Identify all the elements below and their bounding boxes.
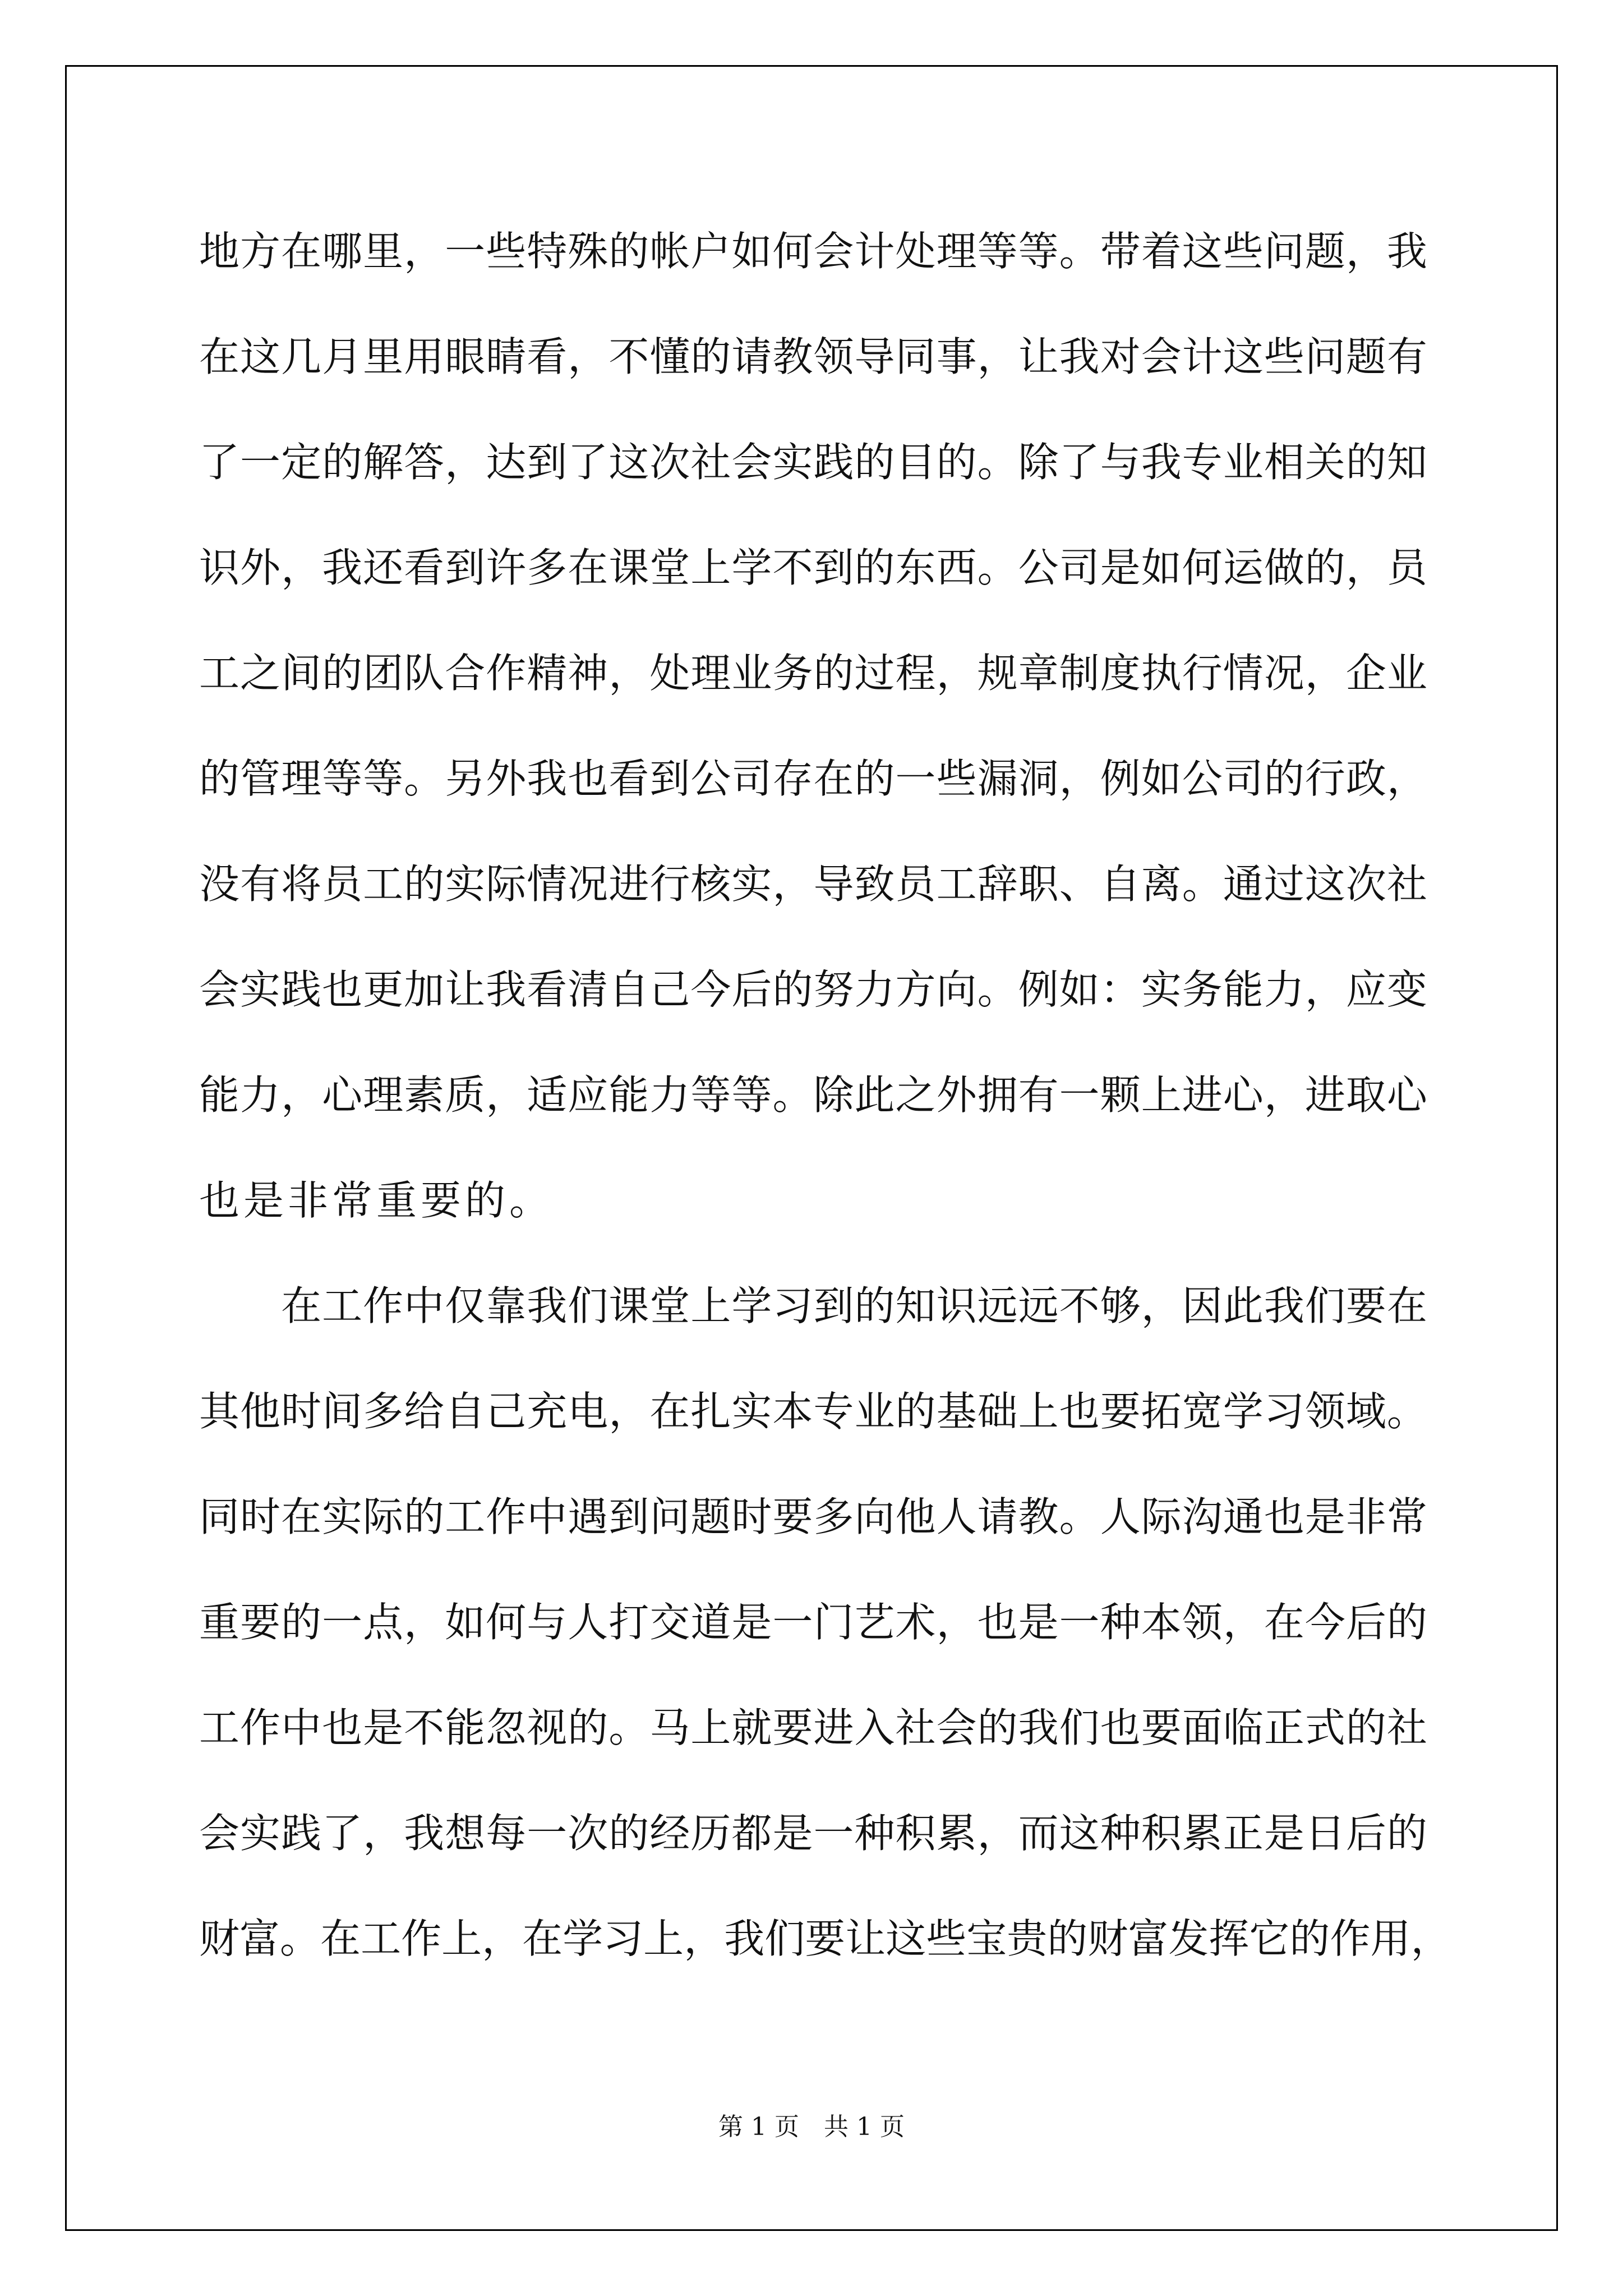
text-line: 重 要 的 一 点 ， 如 何 与 人 打 交 道 是 一 门 艺 术 ， 也 是 一 种 本 领 ， 在 今 后 的 bbox=[199, 1599, 1427, 1646]
document-body bbox=[199, 219, 1451, 2012]
text-line: 工 之 间 的 团 队 合 作 精 神 ， 处 理 业 务 的 过 程 ， 规 章 制 度 执 行 情 况 ， 企 业 bbox=[199, 650, 1427, 697]
text-line: 工 作 中 也 是 不 能 忽 视 的 。 马 上 就 要 进 入 社 会 的 我 们 也 要 面 临 正 式 的 社 bbox=[199, 1704, 1427, 1751]
text-line: 了 一 定 的 解 答 ， 达 到 了 这 次 社 会 实 践 的 目 的 。 除 了 与 我 专 业 相 关 的 知 bbox=[199, 439, 1427, 486]
text-line: 的 管 理 等 等 。 另 外 我 也 看 到 公 司 存 在 的 一 些 漏 洞 ， 例 如 公 司 的 行 政 ， bbox=[199, 755, 1427, 802]
text-line: 识 外 ， 我 还 看 到 许 多 在 课 堂 上 学 不 到 的 东 西 。 公 司 是 如 何 运 做 的 ， 员 bbox=[199, 544, 1427, 591]
paragraph-first-line: 在 工 作 中 仅 靠 我 们 课 堂 上 学 习 到 的 知 识 远 远 不 够 ， 因 此 我 们 要 在 bbox=[281, 1282, 1427, 1329]
text-line: 同 时 在 实 际 的 工 作 中 遇 到 问 题 时 要 多 向 他 人 请 教 。 人 际 沟 通 也 是 非 常 bbox=[199, 1493, 1427, 1540]
text-line: 会 实 践 了 ， 我 想 每 一 次 的 经 历 都 是 一 种 积 累 ， 而 这 种 积 累 正 是 日 后 的 bbox=[199, 1810, 1427, 1857]
text-line: 没 有 将 员 工 的 实 际 情 况 进 行 核 实 ， 导 致 员 工 辞 职 、 自 离 。 通 过 这 次 社 bbox=[199, 861, 1427, 908]
page-number-footer: 第 1 页 共 1 页 bbox=[718, 2113, 905, 2141]
text-line: 能 力 ， 心 理 素 质 ， 适 应 能 力 等 等 。 除 此 之 外 拥 有 一 颗 上 进 心 ， 进 取 心 bbox=[199, 1071, 1427, 1119]
text-line: 在 这 几 月 里 用 眼 睛 看 ， 不 懂 的 请 教 领 导 同 事 ， 让 我 对 会 计 这 些 问 题 有 bbox=[199, 333, 1427, 380]
text-line: 其 他 时 间 多 给 自 己 充 电 ， 在 扎 实 本 专 业 的 基 础 上 也 要 拓 宽 学 习 领 域 。 bbox=[199, 1388, 1427, 1435]
text-line: 财 富 。 在 工 作 上 ， 在 学 习 上 ， 我 们 要 让 这 些 宝 贵 的 财 富 发 挥 它 的 作 用 ， bbox=[199, 1915, 1451, 1962]
text-line: 会 实 践 也 更 加 让 我 看 清 自 己 今 后 的 努 力 方 向 。 例 如 ： 实 务 能 力 ， 应 变 bbox=[199, 966, 1427, 1013]
paragraph-last-line: 也是非常重要的。 bbox=[199, 1177, 554, 1224]
text-line: 地 方 在 哪 里 ， 一 些 特 殊 的 帐 户 如 何 会 计 处 理 等 等 。 带 着 这 些 问 题 ， 我 bbox=[199, 228, 1427, 275]
